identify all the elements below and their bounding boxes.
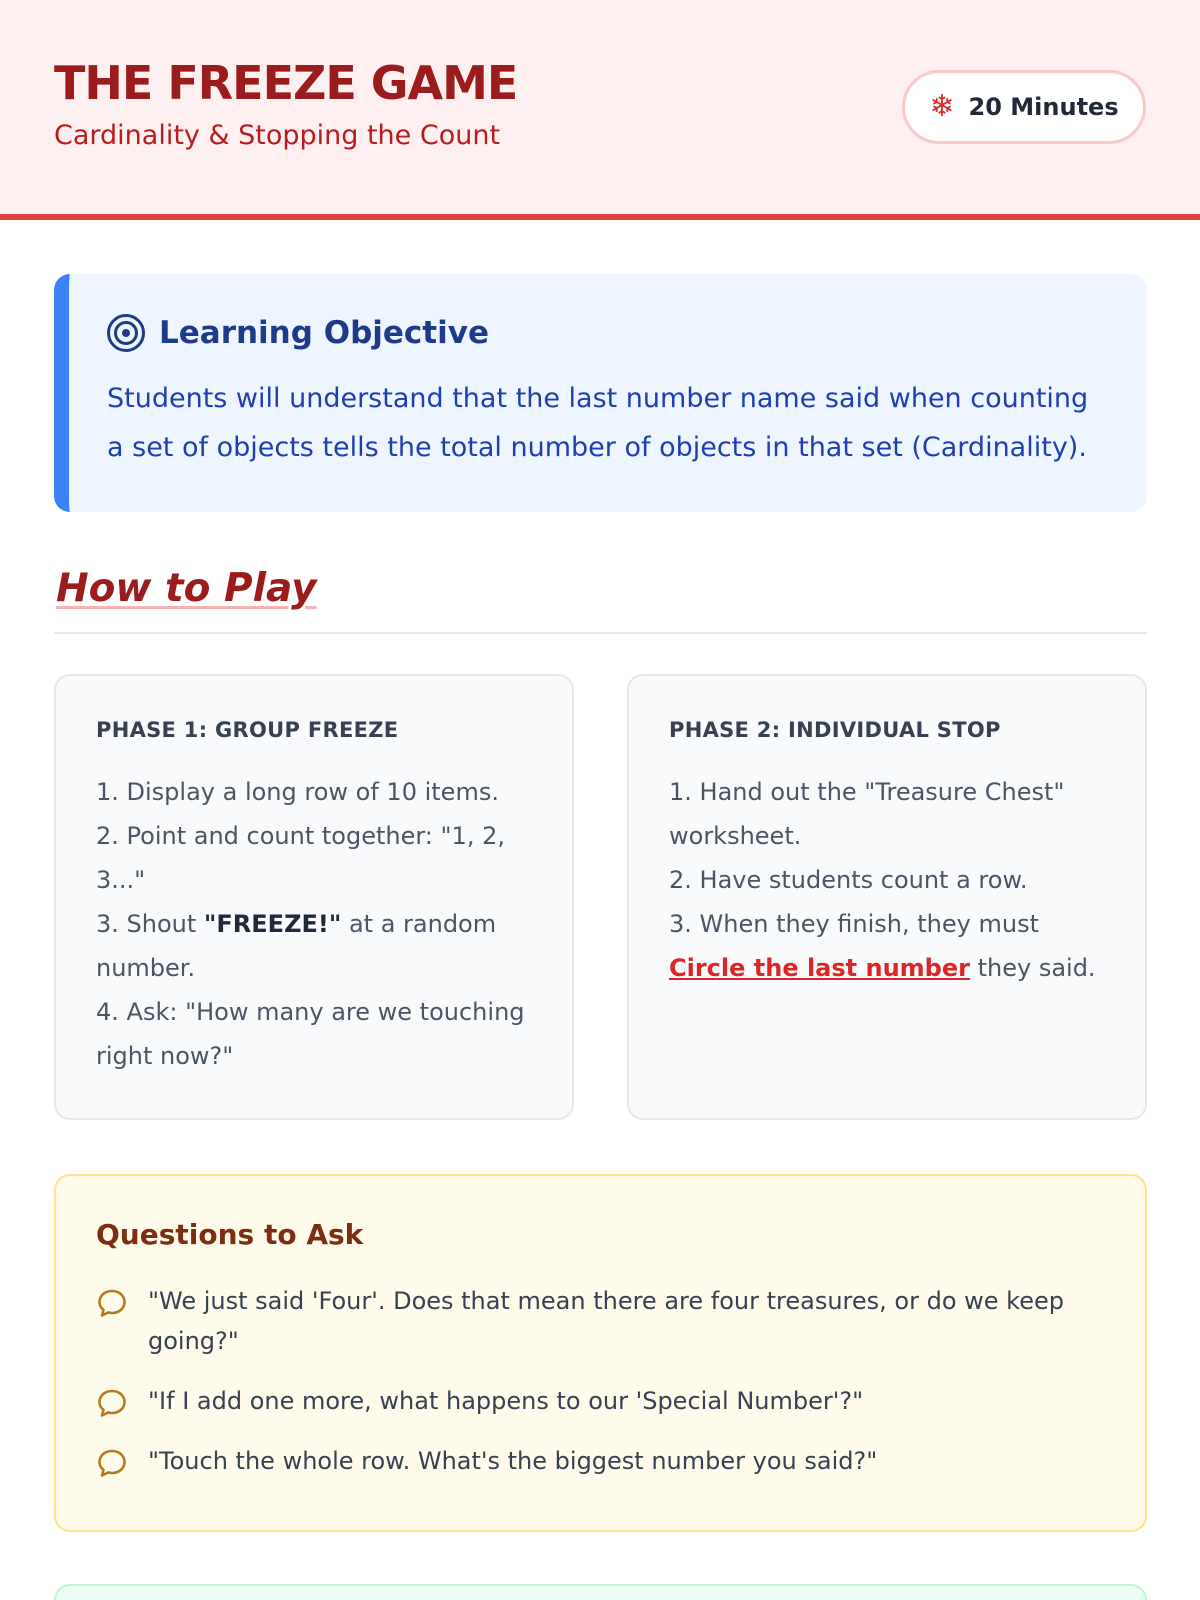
objective-title: Learning Objective [159, 315, 489, 351]
speech-bubble-icon [96, 1447, 128, 1479]
target-icon [107, 314, 145, 352]
circle-last-number-highlight: Circle the last number [669, 954, 970, 982]
phase-2-step-1: 1. Hand out the "Treasure Chest" worksheet. [669, 778, 1065, 850]
question-text: "Touch the whole row. What's the biggest number you said?" [148, 1447, 878, 1475]
questions-card [54, 1174, 1147, 1532]
phase-1-step-4: 4. Ask: "How many are we touching right now?" [96, 998, 525, 1070]
duration-badge [902, 70, 1146, 144]
phase-2-title: PHASE 2: INDIVIDUAL STOP [669, 718, 1001, 742]
phase-1-title: PHASE 1: GROUP FREEZE [96, 718, 399, 742]
phase-2-step-3-prefix: 3. When they finish, they must [669, 910, 1039, 938]
question-item [96, 1381, 1105, 1421]
phase-2-step-2: 2. Have students count a row. [669, 866, 1028, 894]
next-section-card [54, 1584, 1147, 1600]
phase-2-step-3 [669, 902, 1105, 990]
page-title: THE FREEZE GAME [54, 56, 518, 110]
question-text: "We just said 'Four'. Does that mean there are four treasures, or do we keep going?" [148, 1287, 1064, 1355]
speech-bubble-icon [96, 1387, 128, 1419]
how-to-play-title: How to Play [56, 566, 317, 611]
snowflake-icon: ❄ [929, 89, 955, 124]
phase-1-step-3-prefix: 3. Shout [96, 910, 204, 938]
phase-1-step-1: 1. Display a long row of 10 items. [96, 778, 499, 806]
phase-1-step-3-suffix: at a random number. [96, 910, 497, 982]
freeze-callout: "FREEZE!" [203, 910, 342, 938]
phase-1-step-3 [96, 902, 532, 990]
questions-list [96, 1281, 1105, 1481]
question-text: "If I add one more, what happens to our 'Special Number'?" [148, 1387, 864, 1415]
phase-1-card [54, 674, 574, 1120]
section-divider [54, 632, 1147, 634]
speech-bubble-icon [96, 1287, 128, 1319]
phase-2-steps [669, 770, 1105, 990]
page-header [0, 0, 1200, 220]
phase-2-card [627, 674, 1147, 1120]
page-subtitle: Cardinality & Stopping the Count [54, 120, 501, 151]
question-item [96, 1441, 1105, 1481]
questions-title: Questions to Ask [96, 1218, 364, 1251]
phase-1-step-2: 2. Point and count together: "1, 2, 3..." [96, 822, 505, 894]
phase-1-steps [96, 770, 532, 1078]
duration-label: 20 Minutes [968, 93, 1119, 121]
objective-heading [107, 314, 1107, 352]
phase-2-step-3-suffix: they said. [969, 954, 1096, 982]
objective-text: Students will understand that the last number name said when counting a set of objects tells the total number of objects in that set (Cardinality). [107, 383, 1089, 463]
learning-objective-card [54, 274, 1147, 512]
question-item [96, 1281, 1105, 1361]
